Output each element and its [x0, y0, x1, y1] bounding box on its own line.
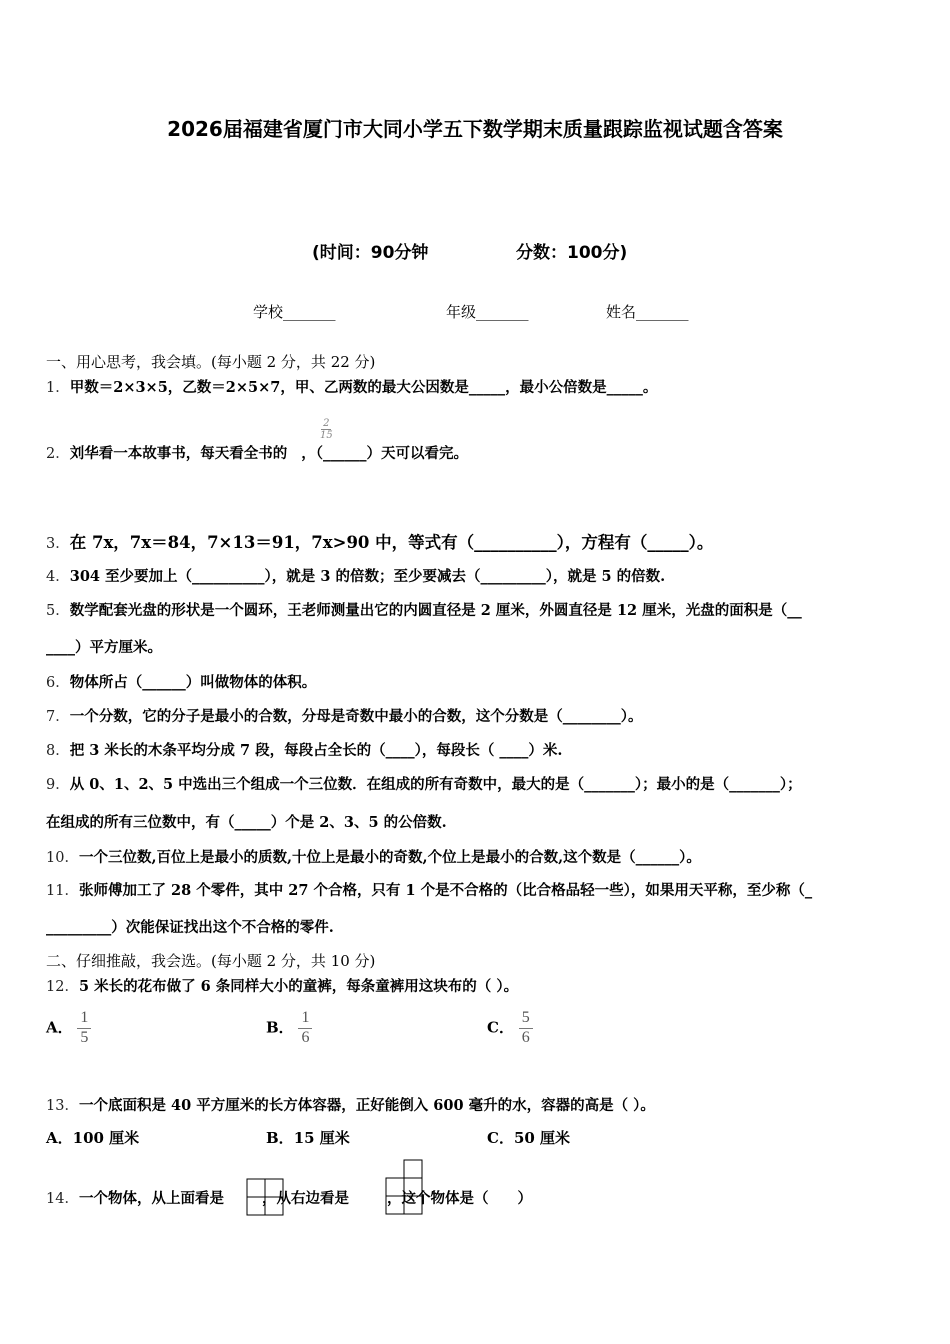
- name-field: 姓名_______: [606, 303, 689, 321]
- question-5-continued: [46, 636, 162, 657]
- question-text-tail: ，（______）天可以看完。: [301, 445, 468, 462]
- question-text: 从 0、1、2、5 中选出三个组成一个三位数．在组成的所有奇数中，最大的是（_______）；最小的是（_______）；: [69, 776, 802, 793]
- top-view-figure: [246, 1178, 286, 1218]
- question-number: 13．: [46, 1098, 79, 1114]
- question-text: 张师傅加工了 28 个零件，其中 27 个合格，只有 1 个是不合格的（比合格品轻一些），如果用天平称，至少称（_: [78, 882, 813, 899]
- question-number: 3．: [46, 536, 70, 552]
- option-fraction: [77, 1010, 91, 1047]
- question-text: 一个物体，从上面看是: [78, 1190, 224, 1207]
- option-label: A．: [46, 1018, 73, 1037]
- question-10: [46, 846, 701, 867]
- question-text: ____）平方厘米。: [46, 639, 162, 656]
- question-9: [46, 773, 802, 794]
- q12-option-b[interactable]: [266, 1010, 312, 1047]
- question-text: _________）次能保证找出这个不合格的零件.: [46, 919, 334, 936]
- option-fraction: [298, 1010, 312, 1047]
- option-value: 50 厘米: [513, 1129, 571, 1147]
- fraction-denominator: 6: [521, 1028, 530, 1046]
- grade-field: 年级_______: [446, 303, 529, 321]
- question-11: [46, 879, 812, 900]
- fraction-2-15: [320, 418, 333, 441]
- q12-option-c[interactable]: [487, 1010, 533, 1047]
- question-14: [46, 1187, 532, 1208]
- question-number: 5．: [46, 603, 70, 619]
- question-text: ，这个物体是（ ）: [386, 1190, 532, 1207]
- fraction-numerator: 5: [521, 1009, 530, 1026]
- question-number: 11．: [46, 883, 79, 899]
- question-text: 物体所占（______）叫做物体的体积。: [69, 674, 317, 691]
- option-label: B．: [266, 1018, 294, 1037]
- question-text: 一个三位数,百位上是最小的质数,十位上是最小的奇数,个位上是最小的合数,这个数是（______）。: [78, 849, 701, 866]
- fraction-numerator: 1: [301, 1009, 310, 1026]
- question-number: 9．: [46, 777, 70, 793]
- question-6: [46, 671, 316, 692]
- question-number: 4．: [46, 569, 70, 585]
- question-text: 一个底面积是 40 平方厘米的长方体容器，正好能倒入 600 毫升的水，容器的高是（ ）。: [78, 1097, 655, 1114]
- option-fraction: [519, 1010, 533, 1047]
- q12-option-a[interactable]: [46, 1010, 91, 1047]
- option-label: C．: [487, 1129, 514, 1147]
- fraction-numerator: 1: [80, 1009, 89, 1026]
- question-9-continued: [46, 811, 447, 832]
- option-value: 100 厘米: [72, 1129, 140, 1147]
- question-text: ，从右边看是: [261, 1190, 349, 1207]
- question-number: 10．: [46, 850, 79, 866]
- exam-score: 分数：100分): [516, 243, 628, 263]
- question-text: 在 7x，7x＝84，7×13＝91，7x>90 中，等式有（__________），方程有（_____）。: [69, 533, 714, 552]
- fraction-denominator: 6: [301, 1028, 310, 1046]
- option-label: B．: [266, 1129, 294, 1147]
- section-1-heading: 一、用心思考，我会填。(每小题 2 分，共 22 分): [46, 353, 376, 371]
- fraction-denominator: 5: [80, 1028, 89, 1046]
- question-number: 6．: [46, 675, 70, 691]
- question-number: 1．: [46, 380, 70, 396]
- question-11-continued: [46, 916, 334, 937]
- question-2: [46, 442, 468, 463]
- question-1: [46, 376, 657, 397]
- q13-option-a[interactable]: [46, 1127, 139, 1148]
- question-number: 14．: [46, 1191, 79, 1207]
- question-7: [46, 705, 642, 726]
- section-2-heading: 二、仔细推敲，我会选。(每小题 2 分，共 10 分): [46, 952, 376, 970]
- question-8: [46, 739, 562, 760]
- fraction-numerator: 2: [323, 418, 330, 429]
- question-5: [46, 599, 802, 620]
- option-label: A．: [46, 1129, 73, 1147]
- question-12: [46, 975, 518, 996]
- fraction-denominator: 15: [320, 430, 333, 441]
- exam-time: (时间：90分钟: [312, 243, 429, 263]
- question-text: 刘华看一本故事书，每天看全书的: [69, 445, 288, 462]
- option-label: C．: [487, 1018, 514, 1037]
- question-4: [46, 565, 665, 586]
- document-title: 2026届福建省厦门市大同小学五下数学期末质量跟踪监视试题含答案: [167, 117, 783, 141]
- question-13: [46, 1094, 655, 1115]
- question-text: 在组成的所有三位数中，有（_____）个是 2、3、5 的公倍数.: [46, 814, 447, 831]
- question-text: 一个分数，它的分子是最小的合数，分母是奇数中最小的合数，这个分数是（________）。: [69, 708, 643, 725]
- option-value: 15 厘米: [293, 1129, 350, 1147]
- right-view-figure: [385, 1159, 425, 1219]
- question-3: [46, 529, 713, 553]
- question-text: 5 米长的花布做了 6 条同样大小的童裤，每条童裤用这块布的（ ）。: [78, 978, 519, 995]
- question-text: 甲数＝2×3×5，乙数＝2×5×7，甲、乙两数的最大公因数是_____，最小公倍数是_____。: [69, 379, 658, 396]
- question-text: 数学配套光盘的形状是一个圆环，王老师测量出它的内圆直径是 2 厘米，外圆直径是 12 厘米，光盘的面积是（__: [69, 602, 802, 619]
- school-field: 学校_______: [253, 303, 336, 321]
- question-text: 把 3 米长的木条平均分成 7 段，每段占全长的（____），每段长（ ____）米.: [69, 742, 563, 759]
- q13-option-b[interactable]: [266, 1127, 350, 1148]
- question-text: 304 至少要加上（__________），就是 3 的倍数；至少要减去（_________），就是 5 的倍数.: [69, 568, 666, 585]
- q13-option-c[interactable]: [487, 1127, 570, 1148]
- question-number: 7．: [46, 709, 70, 725]
- question-number: 2．: [46, 446, 70, 462]
- question-number: 8．: [46, 743, 70, 759]
- question-number: 12．: [46, 979, 79, 995]
